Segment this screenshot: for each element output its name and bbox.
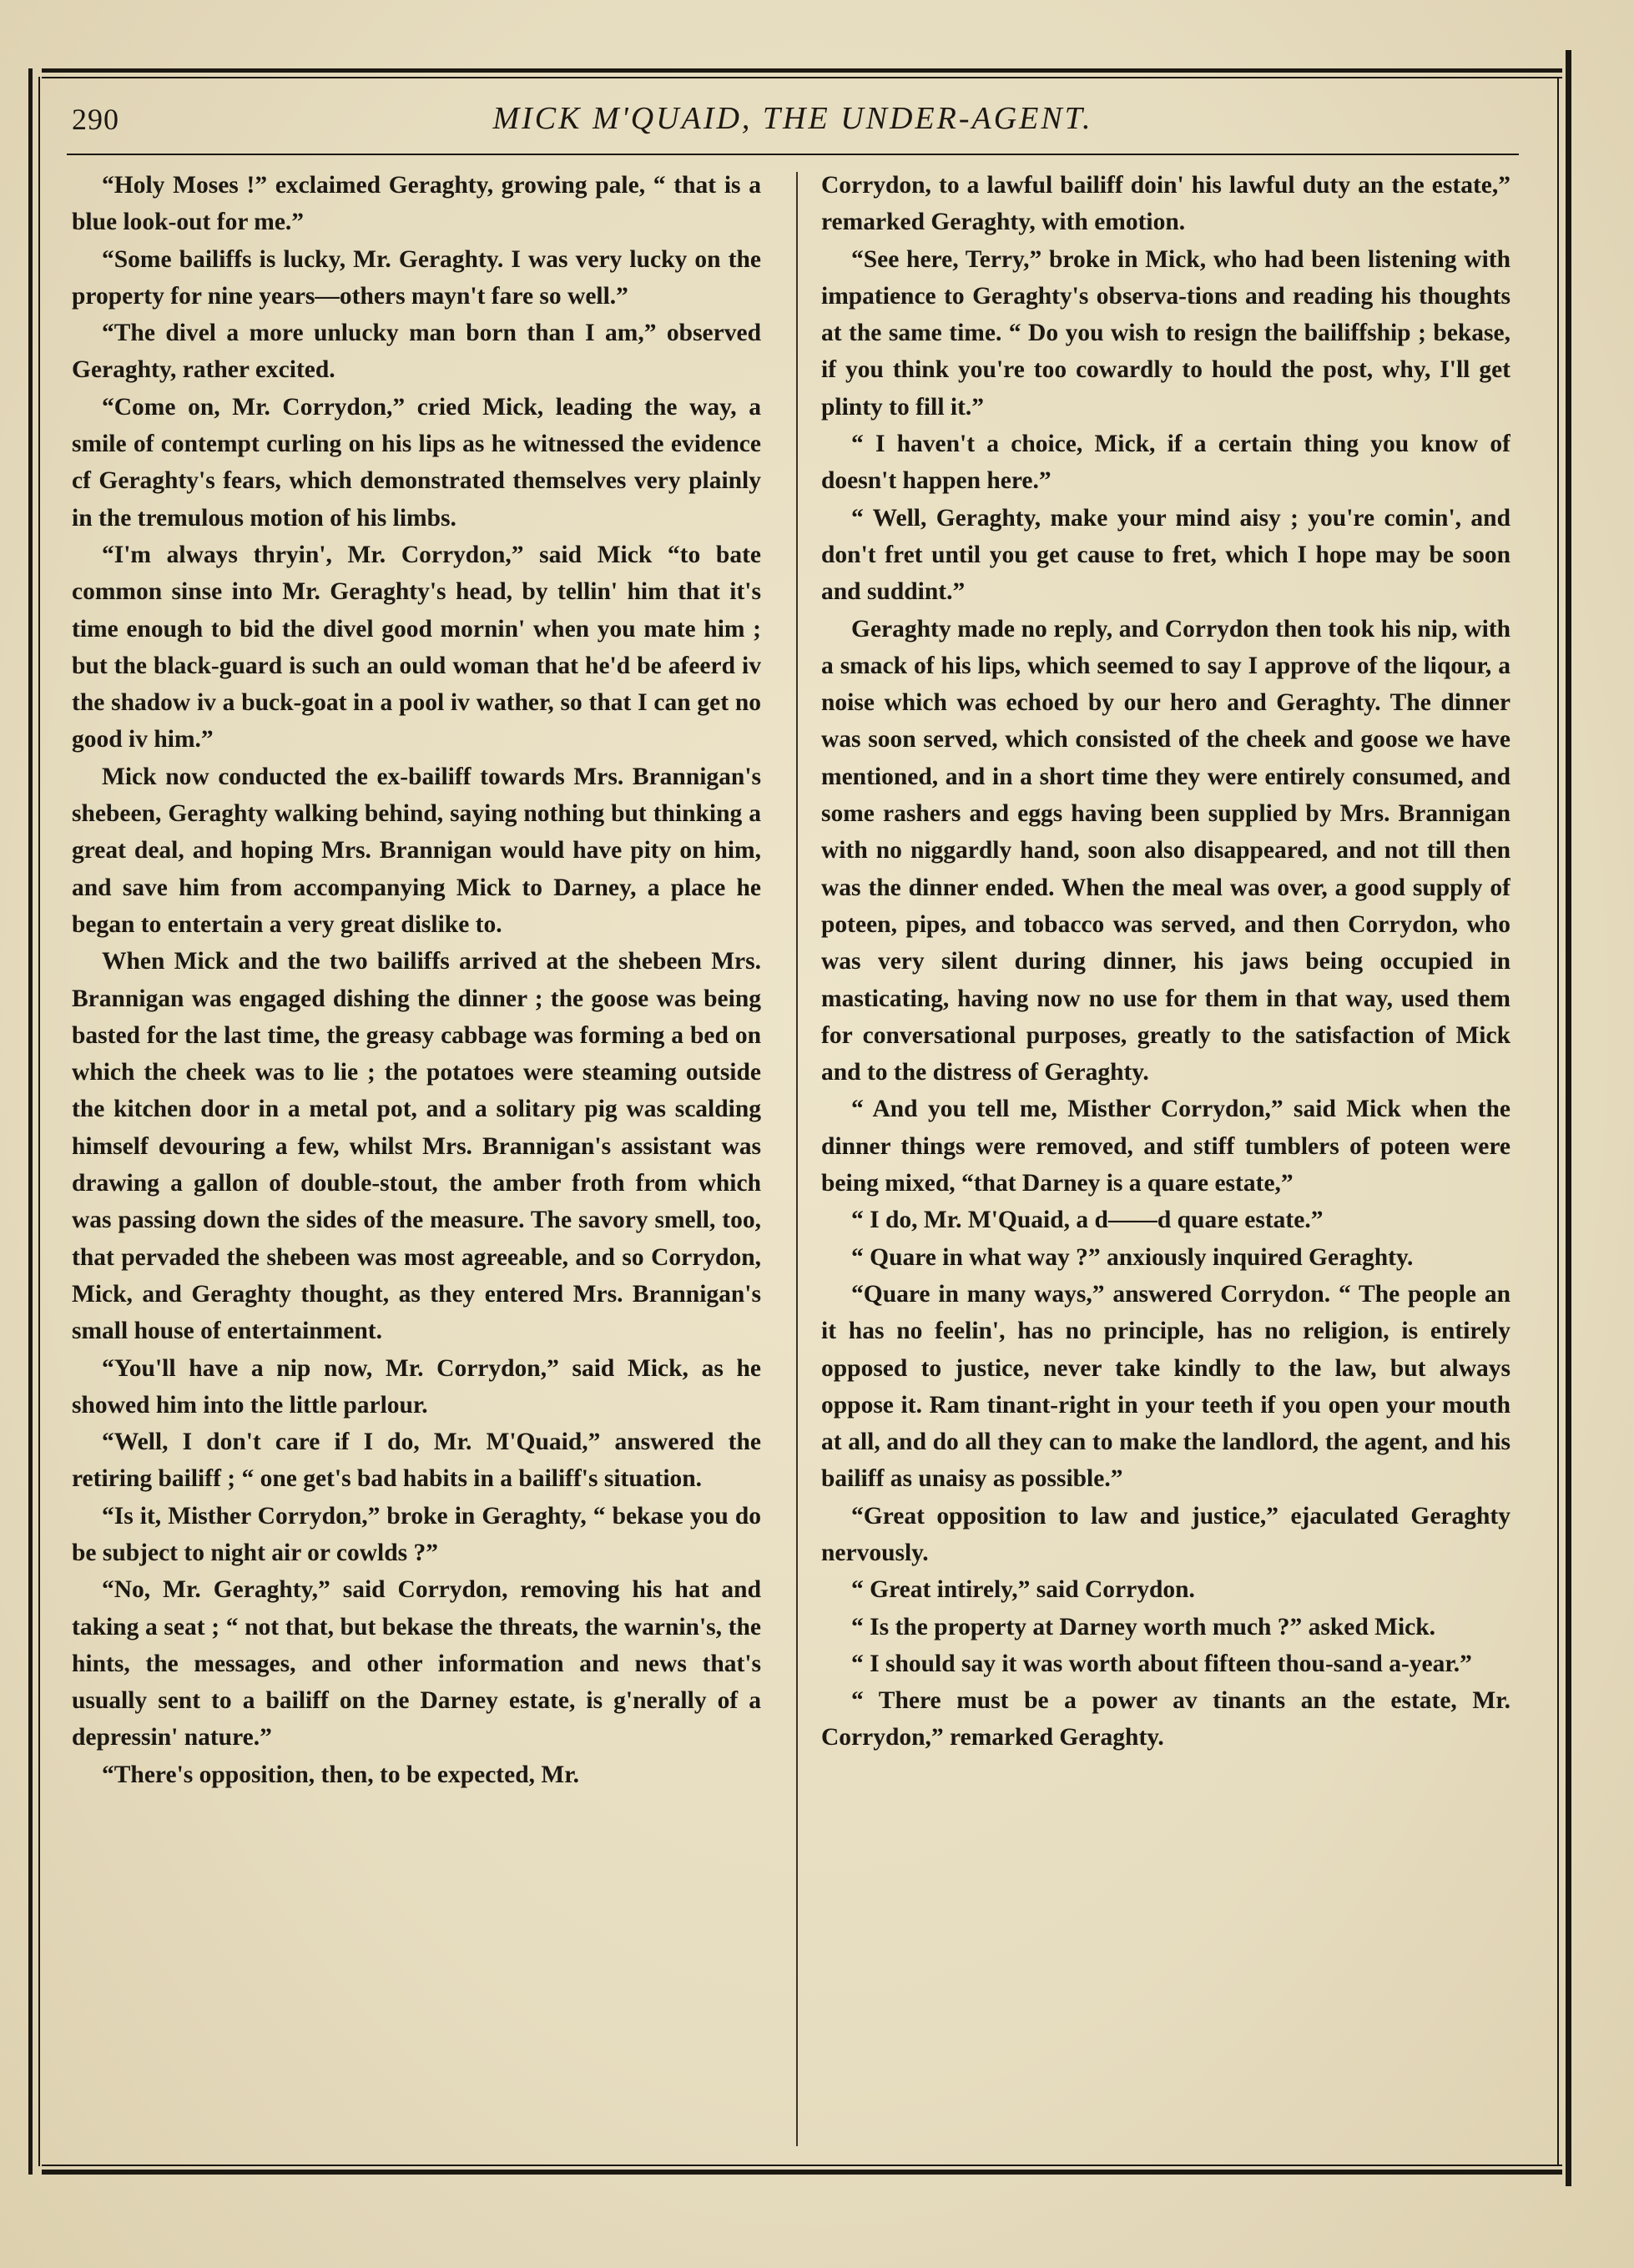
bottom-border-thick bbox=[42, 2170, 1562, 2175]
page-header bbox=[67, 90, 1519, 150]
paragraph: “ I do, Mr. M'Quaid, a d——d quare estate.” bbox=[851, 1207, 1324, 1234]
paragraph: “Come on, Mr. Corrydon,” cried Mick, leading the way, a smile of contempt curling on his lips as he witnessed the evidence cf Geraghty's fears, which demonstrated themselves very plainly in the tremulous motion of his limbs. bbox=[72, 393, 761, 532]
paragraph: “Some bailiffs is lucky, Mr. Geraghty. I was very lucky on the property for nine years—others mayn't fare so well.” bbox=[72, 245, 761, 310]
paragraph: “ I should say it was worth about fifteen thou-sand a-year.” bbox=[851, 1650, 1472, 1677]
left-column bbox=[72, 167, 761, 2153]
bottom-border-thin bbox=[42, 2165, 1562, 2166]
paragraph: “Quare in many ways,” answered Corrydon. “ The people an it has no feelin', has no principle, has no religion, is entirely opposed to justice, never take kindly to the law, but always oppose it. Ram tinant-right in your teeth if you open your mouth at all, and do all they can to make the landlord, the agent, and his bailiff as unaisy as possible.” bbox=[821, 1280, 1510, 1493]
paragraph: “Is it, Misther Corrydon,” broke in Geraghty, “ bekase you do be subject to night air or cowlds ?” bbox=[72, 1502, 761, 1566]
right-border-thick bbox=[1566, 50, 1571, 2186]
running-title: MICK M'QUAID, THE UNDER-AGENT. bbox=[492, 101, 1093, 136]
left-border-thin bbox=[38, 77, 40, 2166]
paragraph: “You'll have a nip now, Mr. Corrydon,” said Mick, as he showed him into the little parlour. bbox=[72, 1354, 761, 1419]
paragraph: When Mick and the two bailiffs arrived at the shebeen Mrs. Brannigan was engaged dishing the dinner ; the goose was being basted for the last time, the greasy cabbage was forming a bed on which the cheek was to lie ; the potatoes were steaming outside the kitchen door in a metal pot, and a solitary pig was scalding himself devouring a few, whilst Mrs. Brannigan's assistant was drawing a gallon of double-stout, the amber froth from which was passing down the sides of the measure. The savory smell, too, that pervaded the shebeen was most agreeable, and so Corrydon, Mick, and Geraghty thought, as they entered Mrs. Brannigan's small house of entertainment. bbox=[72, 948, 761, 1345]
page-number: 290 bbox=[72, 103, 119, 136]
paragraph: “I'm always thryin', Mr. Corrydon,” said Mick “to bate common sinse into Mr. Geraghty's head, by tellin' him that it's time enough to bid the divel good mornin' when you mate him ; but the black-guard is such an ould woman that he'd be afeerd iv the shadow iv a buck-goat in a pool iv wather, so that I can get no good iv him.” bbox=[72, 541, 761, 753]
paragraph: “The divel a more unlucky man born than I am,” observed Geraghty, rather excited. bbox=[72, 320, 761, 384]
header-rule bbox=[67, 154, 1519, 155]
right-border-thin bbox=[1557, 77, 1559, 2166]
paragraph-continued: Corrydon, to a lawful bailiff doin' his lawful duty an the estate,” remarked Geraghty, with emotion. bbox=[821, 172, 1510, 236]
paragraph: “No, Mr. Geraghty,” said Corrydon, removing his hat and taking a seat ; “ not that, but bekase the threats, the warnin's, the hints, the messages, and other information and news that's usually sent to a bailiff on the Darney estate, is g'nerally of a depressin' nature.” bbox=[72, 1576, 761, 1751]
paragraph: Geraghty made no reply, and Corrydon then took his nip, with a smack of his lips, which seemed to say I approve of the liqour, a noise which was echoed by our hero and Geraghty. The dinner was soon served, which consisted of the cheek and goose we have mentioned, and in a short time they were entirely consumed, and some rashers and eggs having been supplied by Mrs. Brannigan with no niggardly hand, soon also disappeared, and not till then was the dinner ended. When the meal was over, a good supply of poteen, pipes, and tobacco was served, and then Corrydon, who was very silent during dinner, his jaws being occupied in masticating, having now no use for them in that way, used them for conversational purposes, greatly to the satisfaction of Mick and to the distress of Geraghty. bbox=[821, 615, 1510, 1086]
paragraph: “See here, Terry,” broke in Mick, who had been listening with impatience to Geraghty's observa-tions and reading his thoughts at the same time. “ Do you wish to resign the bailiffship ; bekase, if you think you're too cowardly to hould the post, why, I'll get plinty to fill it.” bbox=[821, 245, 1510, 421]
top-border-thin bbox=[42, 77, 1562, 78]
right-column bbox=[821, 167, 1510, 2153]
paragraph: “ There must be a power av tinants an the estate, Mr. Corrydon,” remarked Geraghty. bbox=[821, 1687, 1510, 1751]
column-divider bbox=[796, 172, 798, 2146]
paragraph: “ And you tell me, Misther Corrydon,” said Mick when the dinner things were removed, and stiff tumblers of poteen were being mixed, “that Darney is a quare estate,” bbox=[821, 1096, 1510, 1197]
paragraph: “Great opposition to law and justice,” ejaculated Geraghty nervously. bbox=[821, 1502, 1510, 1566]
paragraph: “There's opposition, then, to be expected, Mr. bbox=[102, 1761, 579, 1788]
paragraph: Mick now conducted the ex-bailiff towards Mrs. Brannigan's shebeen, Geraghty walking behind, saying nothing but thinking a great deal, and hoping Mrs. Brannigan would have pity on him, and save him from accompanying Mick to Darney, a place he began to entertain a very great dislike to. bbox=[72, 763, 761, 938]
paragraph: “ Well, Geraghty, make your mind aisy ; you're comin', and don't fret until you get cause to fret, which I hope may be soon and suddint.” bbox=[821, 504, 1510, 606]
paragraph: “ Quare in what way ?” anxiously inquired Geraghty. bbox=[851, 1243, 1414, 1271]
paragraph: “ Great intirely,” said Corrydon. bbox=[851, 1576, 1195, 1604]
paragraph: “ I haven't a choice, Mick, if a certain thing you know of doesn't happen here.” bbox=[821, 431, 1510, 495]
left-border-thick bbox=[28, 68, 33, 2175]
paragraph: “ Is the property at Darney worth much ?” asked Mick. bbox=[851, 1613, 1436, 1641]
paragraph: “Holy Moses !” exclaimed Geraghty, growing pale, “ that is a blue look-out for me.” bbox=[72, 172, 761, 236]
paragraph: “Well, I don't care if I do, Mr. M'Quaid,” answered the retiring bailiff ; “ one get's bad habits in a bailiff's situation. bbox=[72, 1429, 761, 1493]
top-border-thick bbox=[42, 68, 1562, 73]
